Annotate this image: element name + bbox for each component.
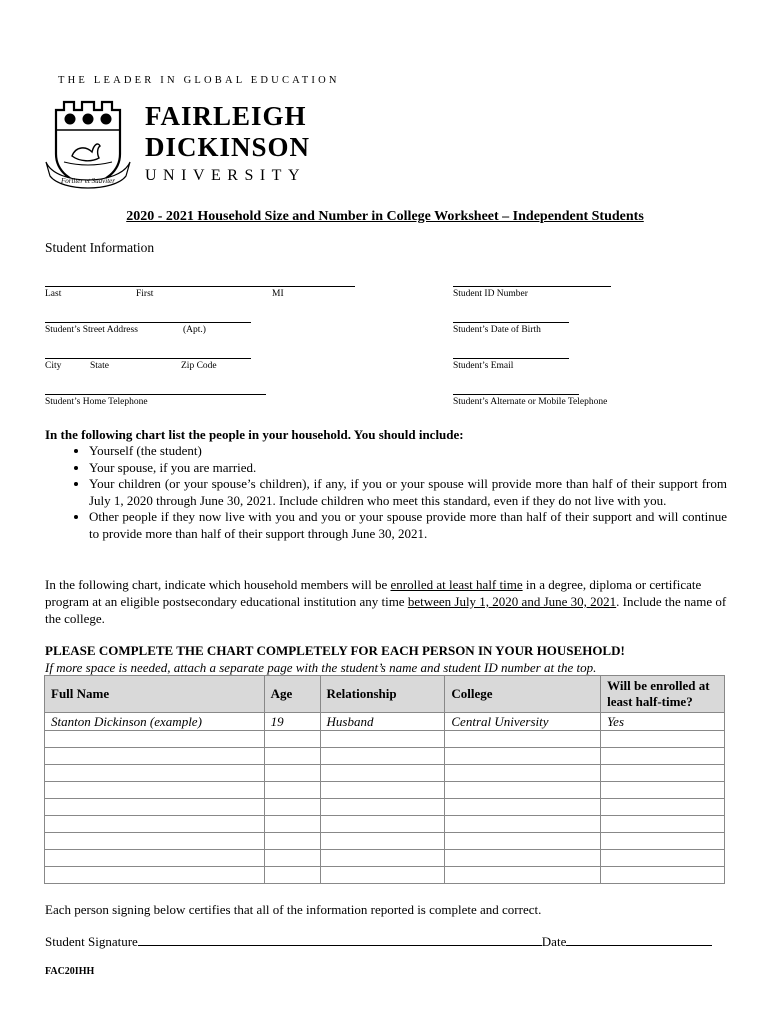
table-cell[interactable] (45, 731, 265, 748)
apt-label: (Apt.) (183, 325, 206, 335)
table-cell[interactable] (320, 782, 445, 799)
alt-telephone-label: Student’s Alternate or Mobile Telephone (453, 397, 608, 407)
table-cell[interactable] (264, 748, 320, 765)
table-cell[interactable] (601, 731, 725, 748)
table-cell[interactable] (445, 867, 601, 884)
university-name-line3: UNIVERSITY (145, 167, 306, 184)
table-cell[interactable] (264, 765, 320, 782)
date-line[interactable] (566, 933, 712, 946)
table-cell[interactable] (445, 748, 601, 765)
tagline: THE LEADER IN GLOBAL EDUCATION (58, 75, 340, 86)
college-header: College (445, 676, 601, 713)
table-cell[interactable] (45, 765, 265, 782)
name-field-line[interactable] (45, 286, 355, 287)
table-cell[interactable] (320, 765, 445, 782)
age-header: Age (264, 676, 320, 713)
table-row[interactable] (45, 833, 725, 850)
table-cell: Husband (320, 713, 445, 731)
table-cell[interactable] (445, 765, 601, 782)
table-cell[interactable] (264, 867, 320, 884)
enrollment-instructions (45, 576, 735, 627)
table-cell[interactable] (601, 765, 725, 782)
table-cell[interactable] (264, 731, 320, 748)
first-name-label: First (136, 289, 154, 299)
email-field-line[interactable] (453, 358, 569, 359)
table-cell[interactable] (45, 816, 265, 833)
student-info-heading: Student Information (45, 240, 155, 255)
alt-telephone-field-line[interactable] (453, 394, 579, 395)
table-cell[interactable] (320, 816, 445, 833)
full-name-header: Full Name (45, 676, 265, 713)
table-cell[interactable] (320, 799, 445, 816)
para-text: . Include the name of the college. (45, 594, 727, 626)
enrolled-half-time-header: Will be enrolled at least half-time? (601, 676, 725, 713)
table-cell[interactable] (445, 799, 601, 816)
table-cell[interactable] (264, 850, 320, 867)
signature-line[interactable] (138, 933, 542, 946)
city-label: City (45, 361, 62, 371)
table-header-row (45, 676, 725, 713)
para-underlined-text: enrolled at least half time (390, 577, 523, 592)
table-row[interactable] (45, 731, 725, 748)
table-cell[interactable] (320, 850, 445, 867)
household-table (44, 675, 725, 884)
table-cell[interactable] (45, 850, 265, 867)
student-id-field-line[interactable] (453, 286, 611, 287)
date-of-birth-field-line[interactable] (453, 322, 569, 323)
university-name-line1: FAIRLEIGH (145, 101, 307, 131)
table-cell: Central University (445, 713, 601, 731)
list-item: • Your spouse, if you are married. (89, 460, 727, 477)
table-cell[interactable] (601, 799, 725, 816)
form-code: FAC20IHH (45, 966, 95, 977)
crest-motto: Fortiter et Suaviter (60, 177, 116, 185)
household-members-list (45, 443, 727, 542)
list-item: • Yourself (the student) (89, 443, 727, 460)
street-address-label: Student’s Street Address (45, 325, 138, 335)
signature-label: Student Signature (45, 934, 138, 949)
table-cell[interactable] (45, 867, 265, 884)
table-cell[interactable] (264, 799, 320, 816)
para-text: In the following chart, indicate which household members will be (45, 577, 391, 592)
table-cell: 19 (264, 713, 320, 731)
signature-row (45, 933, 712, 950)
table-cell[interactable] (601, 782, 725, 799)
university-name-line2: DICKINSON (145, 132, 311, 162)
home-telephone-label: Student’s Home Telephone (45, 397, 148, 407)
table-row[interactable] (45, 816, 725, 833)
table-row[interactable] (45, 782, 725, 799)
street-address-field-line[interactable] (45, 322, 251, 323)
table-cell[interactable] (264, 816, 320, 833)
extra-space-note: If more space is needed, attach a separate page with the student’s name and student ID number at the top. (45, 660, 597, 675)
table-row-example (45, 713, 725, 731)
table-row[interactable] (45, 748, 725, 765)
table-cell[interactable] (45, 748, 265, 765)
city-state-zip-field-line[interactable] (45, 358, 251, 359)
last-name-label: Last (45, 289, 62, 299)
table-cell: Yes (601, 713, 725, 731)
para-underlined-text: between July 1, 2020 and June 30, 2021 (407, 594, 617, 609)
para-text: in a degree, diploma or certificate program at an eligible postsecondary educational institution any time (45, 577, 702, 609)
table-row[interactable] (45, 799, 725, 816)
list-item: • Other people if they now live with you and you or your spouse provide more than half of their support and will continue to provide more than half of their support through June 30, 2021. (89, 509, 727, 542)
table-row[interactable] (45, 867, 725, 884)
student-id-label: Student ID Number (453, 289, 528, 299)
table-cell[interactable] (445, 850, 601, 867)
home-telephone-field-line[interactable] (45, 394, 266, 395)
list-item: • Your children (or your spouse’s children), if any, if you or your spouse will provide more than half of their support from July 1, 2020 through June 30, 2021. Include children who meet this standard, even if they do not live with you. (89, 476, 727, 509)
table-cell[interactable] (45, 833, 265, 850)
table-row[interactable] (45, 765, 725, 782)
table-cell[interactable] (601, 833, 725, 850)
table-cell[interactable] (601, 816, 725, 833)
table-cell[interactable] (445, 731, 601, 748)
table-cell[interactable] (320, 748, 445, 765)
table-cell[interactable] (45, 782, 265, 799)
table-cell[interactable] (45, 799, 265, 816)
table-row[interactable] (45, 850, 725, 867)
email-label: Student’s Email (453, 361, 514, 371)
table-cell[interactable] (264, 833, 320, 850)
date-of-birth-label: Student’s Date of Birth (453, 325, 541, 335)
table-cell[interactable] (320, 867, 445, 884)
table-cell[interactable] (445, 816, 601, 833)
state-label: State (90, 361, 109, 371)
table-cell[interactable] (264, 782, 320, 799)
zip-code-label: Zip Code (181, 361, 217, 371)
table-cell[interactable] (320, 731, 445, 748)
relationship-header: Relationship (320, 676, 445, 713)
date-label: Date (541, 934, 567, 949)
table-cell[interactable] (601, 748, 725, 765)
university-crest-logo (42, 96, 134, 192)
middle-initial-label: MI (272, 289, 284, 299)
table-cell[interactable] (320, 833, 445, 850)
household-chart-heading: In the following chart list the people in your household. You should include: (45, 427, 464, 442)
table-cell[interactable] (601, 867, 725, 884)
table-cell: Stanton Dickinson (example) (45, 713, 265, 731)
table-cell[interactable] (601, 850, 725, 867)
table-cell[interactable] (445, 833, 601, 850)
table-cell[interactable] (445, 782, 601, 799)
certification-statement: Each person signing below certifies that all of the information reported is complete and correct. (45, 902, 542, 917)
worksheet-title: 2020 - 2021 Household Size and Number in College Worksheet – Independent Students (126, 209, 644, 224)
complete-chart-notice: PLEASE COMPLETE THE CHART COMPLETELY FOR EACH PERSON IN YOUR HOUSEHOLD! (45, 643, 625, 658)
